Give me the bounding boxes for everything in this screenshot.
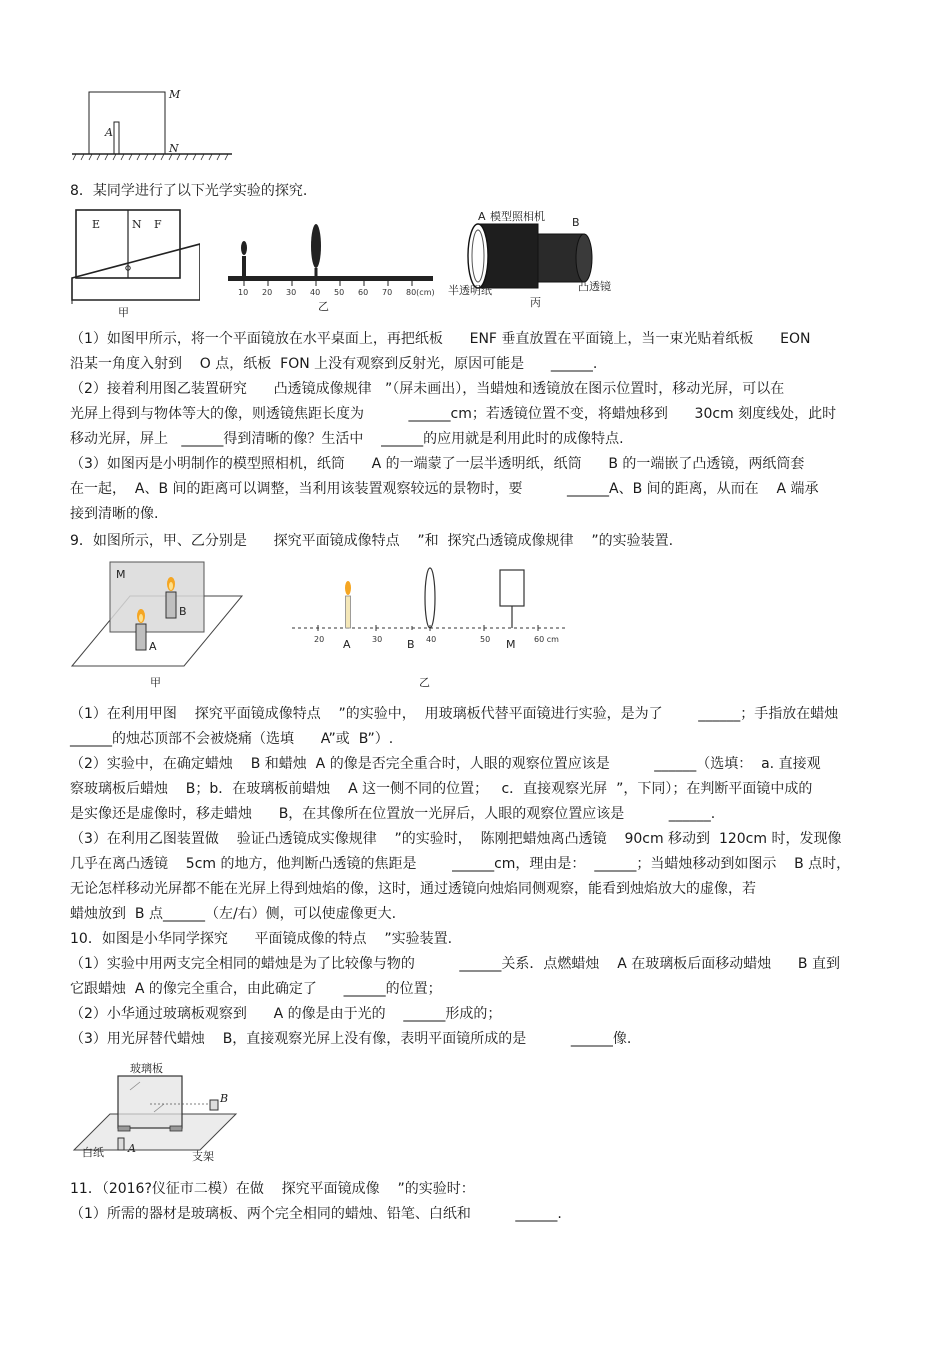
- tick: 80(cm): [406, 288, 435, 297]
- q8-line: （2）接着利用图乙装置研究 凸透镜成像规律 ”（屏未画出），当蜡烛和透镜放在图示位置时，移动光屏，可以在: [70, 381, 785, 397]
- q8-figure-jia: [70, 206, 200, 318]
- tick: 10: [238, 288, 249, 297]
- label-m: M: [169, 88, 181, 101]
- q11-line: （1）所需的器材是玻璃板、两个完全相同的蜡烛、铅笔、白纸和 ______.: [70, 1206, 562, 1222]
- label-stand: 支架: [192, 1150, 214, 1163]
- tick: 30: [372, 635, 383, 644]
- label-a: A: [128, 1142, 136, 1155]
- q9-line: （1）在利用甲图 探究平面镜成像特点 ”的实验中， 用玻璃板代替平面镜进行实验，是为了 ______；手指放在蜡烛: [70, 706, 839, 722]
- label-f: F: [154, 218, 162, 231]
- label-camera-title: 模型照相机: [490, 210, 545, 223]
- q10-line: （3）用光屏替代蜡烛 B，直接观察光屏上没有像，表明平面镜所成的是 ______像.: [70, 1031, 632, 1047]
- q10-line: （1）实验中用两支完全相同的蜡烛是为了比较像与物的 ______关系．点燃蜡烛 A 在玻璃板后面移动蜡烛 B 直到: [70, 956, 840, 972]
- q9-line: 察玻璃板后蜡烛 B；b．在玻璃板前蜡烛 A 这一侧不同的位置； c．直接观察光屏 ”，下同）；在判断平面镜中成的: [70, 781, 813, 797]
- q8-line: 在一起， A、B 间的距离可以调整，当利用该装置观察较远的景物时，要 ______A、B 间的距离，从而在 A 端承: [70, 481, 819, 497]
- label-e: E: [92, 218, 101, 231]
- tick: 70: [382, 288, 393, 297]
- q9-figure-jia: [70, 558, 250, 690]
- q10-line: （2）小华通过玻璃板观察到 A 的像是由于光的 ______形成的；: [70, 1006, 502, 1022]
- label-a: A: [149, 640, 157, 653]
- q8-line: 光屏上得到与物体等大的像，则透镜焦距长度为 ______cm；若透镜位置不变，将蜡烛移到 30cm 刻度线处，此时: [70, 406, 837, 422]
- q8-figure-bing: [448, 206, 628, 310]
- q8-line: 沿某一角度入射到 O 点，纸板 FON 上没有观察到反射光，原因可能是 ______.: [70, 356, 598, 372]
- caption-jia: 甲: [118, 306, 129, 318]
- label-convex-lens: 凸透镜: [578, 280, 611, 293]
- tick: 40: [426, 635, 437, 644]
- tick: 50: [480, 635, 491, 644]
- tick: 40: [310, 288, 321, 297]
- label-b: B: [572, 216, 580, 229]
- q8-figure-yi: [228, 210, 443, 312]
- mirror-setup-figure: [72, 86, 242, 164]
- label-n: N: [132, 218, 142, 231]
- q8-line: （3）如图丙是小明制作的模型照相机，纸筒 A 的一端蒙了一层半透明纸，纸筒 B 的一端嵌了凸透镜，两纸筒套: [70, 456, 805, 472]
- caption-yi: 乙: [419, 676, 430, 689]
- label-n: N: [169, 142, 179, 155]
- q9-line: ______的烛芯顶部不会被烧痛（选填 A”或 B”）.: [70, 731, 394, 747]
- q9-figure-yi: [288, 566, 578, 690]
- caption-jia: 甲: [150, 676, 161, 689]
- q8-stem: 8．某同学进行了以下光学实验的探究.: [70, 183, 308, 199]
- q10-line: 10．如图是小华同学探究 平面镜成像的特点 ”实验装置.: [70, 931, 453, 947]
- q9-line: 几乎在离凸透镜 5cm 的地方，他判断凸透镜的焦距是 ______cm，理由是： ______；当蜡烛移动到如图示 B 点时，: [70, 856, 851, 872]
- q10-line: 它跟蜡烛 A 的像完全重合，由此确定了 ______的位置；: [70, 981, 442, 997]
- label-m: M: [506, 638, 516, 651]
- label-a: A: [105, 126, 113, 139]
- label-a: A: [343, 638, 351, 651]
- q9-line: 无论怎样移动光屏都不能在光屏上得到烛焰的像，这时，通过透镜向烛焰同侧观察，能看到烛焰放大的虚像，若: [70, 881, 756, 897]
- tick: 60: [358, 288, 369, 297]
- tick: 30: [286, 288, 297, 297]
- q9-line: （3）在利用乙图装置做 验证凸透镜成实像规律 ”的实验时， 陈刚把蜡烛离凸透镜 90cm 移动到 120cm 时，发现像: [70, 831, 842, 847]
- label-b: B: [220, 1092, 229, 1105]
- q9-line: （2）实验中，在确定蜡烛 B 和蜡烛 A 的像是否完全重合时，人眼的观察位置应该是 ______（选填： a. 直接观: [70, 756, 821, 772]
- tick: 60 cm: [534, 635, 559, 644]
- label-m: M: [116, 568, 126, 581]
- label-white-paper: 白纸: [82, 1146, 104, 1159]
- tick: 20: [262, 288, 273, 297]
- q8-line: （1）如图甲所示，将一个平面镜放在水平桌面上，再把纸板 ENF 垂直放置在平面镜上，当一束光贴着纸板 EON: [70, 331, 811, 347]
- q11-line: 11．（2016?仪征市二模）在做 探究平面镜成像 ”的实验时：: [70, 1181, 475, 1197]
- caption-bing: 丙: [530, 296, 541, 309]
- label-a: A: [478, 210, 486, 223]
- label-translucent-paper: 半透明纸: [448, 284, 492, 297]
- tick: 50: [334, 288, 345, 297]
- q8-line: 移动光屏，屏上 ______得到清晰的像？生活中 ______的应用就是利用此时的成像特点.: [70, 431, 624, 447]
- label-b: B: [407, 638, 415, 651]
- label-b: B: [179, 605, 187, 618]
- q9-stem: 9．如图所示，甲、乙分别是 探究平面镜成像特点 ”和 探究凸透镜成像规律 ”的实验装置.: [70, 533, 674, 549]
- label-glass-plate: 玻璃板: [130, 1062, 163, 1075]
- q9-line: 蜡烛放到 B 点______（左/右）侧，可以使虚像更大.: [70, 906, 397, 922]
- caption-yi: 乙: [318, 300, 329, 312]
- q8-line: 接到清晰的像.: [70, 506, 159, 522]
- tick: 20: [314, 635, 325, 644]
- q10-figure: [70, 1060, 240, 1166]
- q9-line: 是实像还是虚像时，移走蜡烛 B，在其像所在位置放一光屏后，人眼的观察位置应该是 ______.: [70, 806, 716, 822]
